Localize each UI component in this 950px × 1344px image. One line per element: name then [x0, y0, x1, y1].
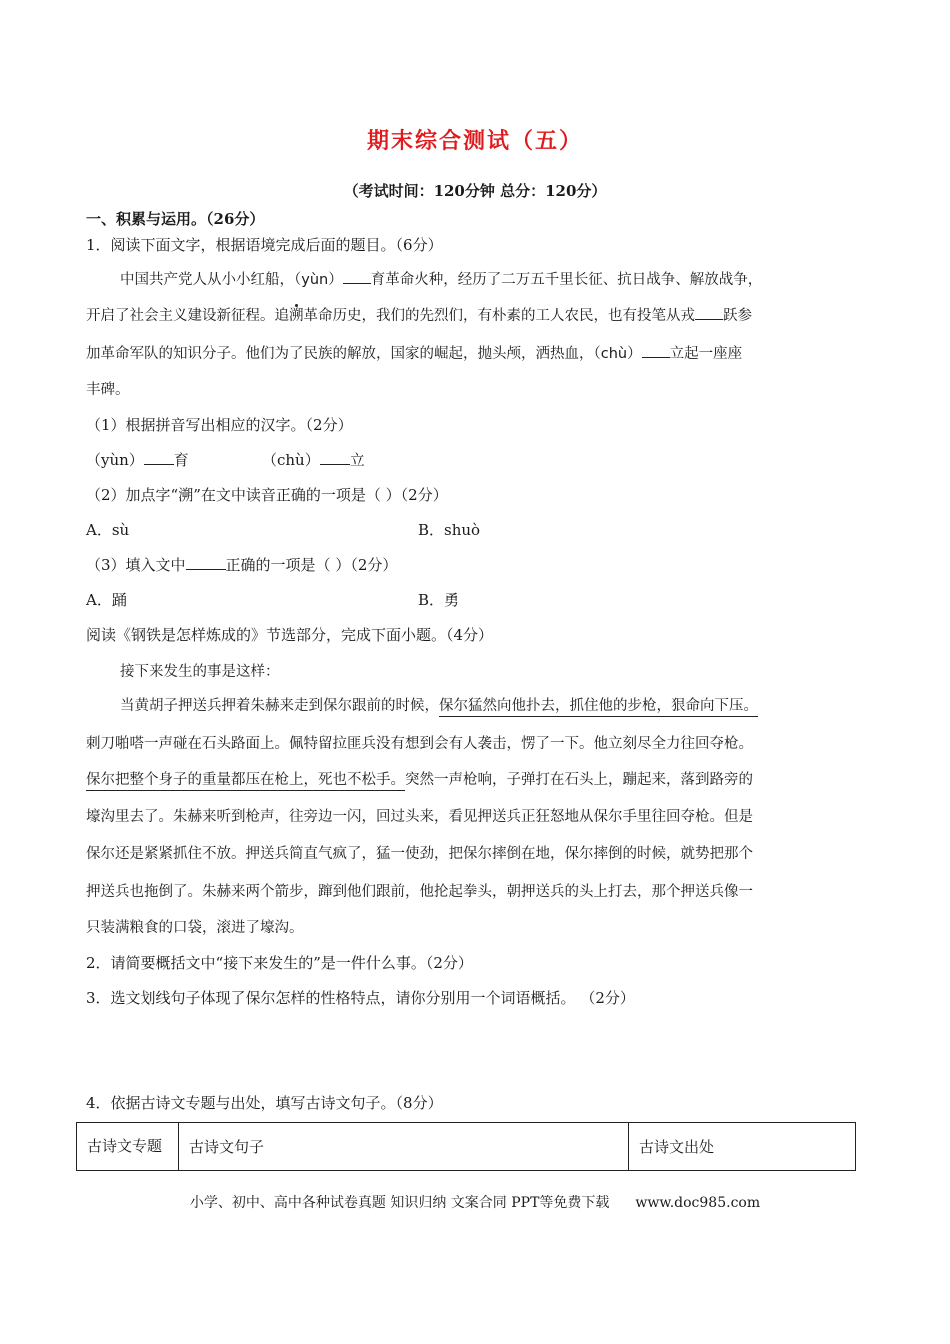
question-text: （3）填入文中 — [86, 556, 186, 574]
answer-blank[interactable] — [320, 450, 350, 465]
passage-text: 开启了社会主义建设新征程。追 — [86, 308, 289, 324]
fill-blank[interactable] — [695, 305, 723, 320]
pinyin-label: （yùn） — [86, 451, 144, 469]
char-label: 立 — [349, 451, 365, 469]
question-2: 2．请简要概括文中“接下来发生的”是一件什么事。（2分） — [86, 954, 473, 972]
exam-info: （考试时间：120分钟 总分：120分） — [343, 182, 607, 200]
passage-text: 跃参 — [723, 308, 752, 324]
reading-line-4: 壕沟里去了。朱赫来听到枪声，往旁边一闪，回过头来，看见押送兵正狂怒地从保尔手里往回夺枪。但是 — [86, 809, 753, 825]
reading-text: 突然一声枪响，子弹打在石头上，蹦起来，落到路旁的 — [405, 772, 753, 788]
table-header-sentence: 古诗文句子 — [179, 1123, 629, 1171]
passage-line-3 — [86, 342, 742, 363]
answer-blank[interactable] — [144, 450, 174, 465]
poem-table — [76, 1122, 856, 1171]
passage-text: 革命历史，我们的先烈们，有朴素的工人农民，也有投笔从戎 — [303, 308, 695, 324]
question-1-prompt: 1．阅读下面文字，根据语境完成后面的题目。（6分） — [86, 236, 443, 254]
reading-line-5: 保尔还是紧紧抓住不放。押送兵简直气疯了，猛一使劲，把保尔摔倒在地，保尔摔倒的时候，就势把那个 — [86, 846, 753, 862]
option-b[interactable]: B．shuò — [418, 521, 481, 539]
passage-line-4: 丰碑。 — [86, 382, 130, 398]
question-3: 3．选文划线句子体现了保尔怎样的性格特点，请你分别用一个词语概括。 （2分） — [86, 989, 635, 1007]
fill-blank[interactable] — [343, 269, 371, 284]
passage-line-2 — [86, 304, 752, 325]
underlined-sentence: 保尔把整个身子的重量都压在枪上，死也不松手。 — [86, 772, 405, 791]
sub-question-1-item-b — [262, 449, 365, 470]
reading-line-3 — [86, 768, 753, 789]
footer-link[interactable]: www.doc985.com — [635, 1195, 761, 1211]
reading-line-6: 押送兵也拖倒了。朱赫来两个箭步，蹿到他们跟前，他抡起拳头，朝押送兵的头上打去，那个押送兵像一 — [86, 884, 753, 900]
reading-paragraph-1: 接下来发生的事是这样： — [120, 664, 280, 680]
option-b[interactable]: B．勇 — [418, 591, 460, 609]
reading-intro: 阅读《钢铁是怎样炼成的》节选部分，完成下面小题。（4分） — [86, 626, 494, 644]
footer — [0, 1192, 950, 1212]
passage-text: 育革命火种，经历了二万五千里长征、抗日战争、解放战争， — [370, 272, 763, 288]
table-header-topic: 古诗文专题 — [77, 1123, 179, 1171]
passage-text: 立起一座座 — [669, 346, 743, 362]
option-a[interactable]: A．sù — [86, 521, 130, 539]
underlined-sentence: 保尔猛然向他扑去，抓住他的步枪，狠命向下压。 — [439, 698, 758, 717]
option-a[interactable]: A．踊 — [86, 591, 127, 609]
table-header-row — [77, 1123, 856, 1171]
reading-text: 当黄胡子押送兵押着朱赫来走到保尔跟前的时候， — [120, 698, 439, 714]
pinyin-label: （chù） — [262, 451, 320, 469]
sub-question-1-item-a — [86, 449, 189, 470]
reading-line-1 — [120, 694, 758, 715]
question-4: 4．依据古诗文专题与出处，填写古诗文句子。（8分） — [86, 1094, 443, 1112]
table-header-source: 古诗文出处 — [629, 1123, 856, 1171]
char-label: 育 — [173, 451, 189, 469]
sub-question-1: （1）根据拼音写出相应的汉字。（2分） — [86, 416, 353, 434]
passage-line-1 — [120, 268, 762, 289]
footer-text: 小学、初中、高中各种试卷真题 知识归纳 文案合同 PPT等免费下载 — [189, 1195, 610, 1211]
fill-blank[interactable] — [642, 343, 670, 358]
question-text: 正确的一项是（ ）（2分） — [225, 556, 398, 574]
dotted-character: 溯 — [289, 308, 304, 324]
sub-question-3 — [86, 554, 397, 575]
reading-line-2: 刺刀啪嗒一声碰在石头路面上。佩特留拉匪兵没有想到会有人袭击，愣了一下。他立刻尽全力往回夺枪。 — [86, 736, 753, 752]
passage-text: 中国共产党人从小小红船，（yùn） — [120, 272, 343, 288]
answer-blank — [186, 555, 226, 570]
sub-question-2: （2）加点字“溯”在文中读音正确的一项是（ ）（2分） — [86, 486, 448, 504]
page-title: 期末综合测试（五） — [366, 129, 583, 154]
section-heading: 一、积累与运用。（26分） — [86, 210, 265, 228]
passage-text: 加革命军队的知识分子。他们为了民族的解放，国家的崛起，抛头颅，洒热血，（chù） — [86, 346, 642, 362]
reading-line-7: 只装满粮食的口袋，滚进了壕沟。 — [86, 920, 304, 936]
